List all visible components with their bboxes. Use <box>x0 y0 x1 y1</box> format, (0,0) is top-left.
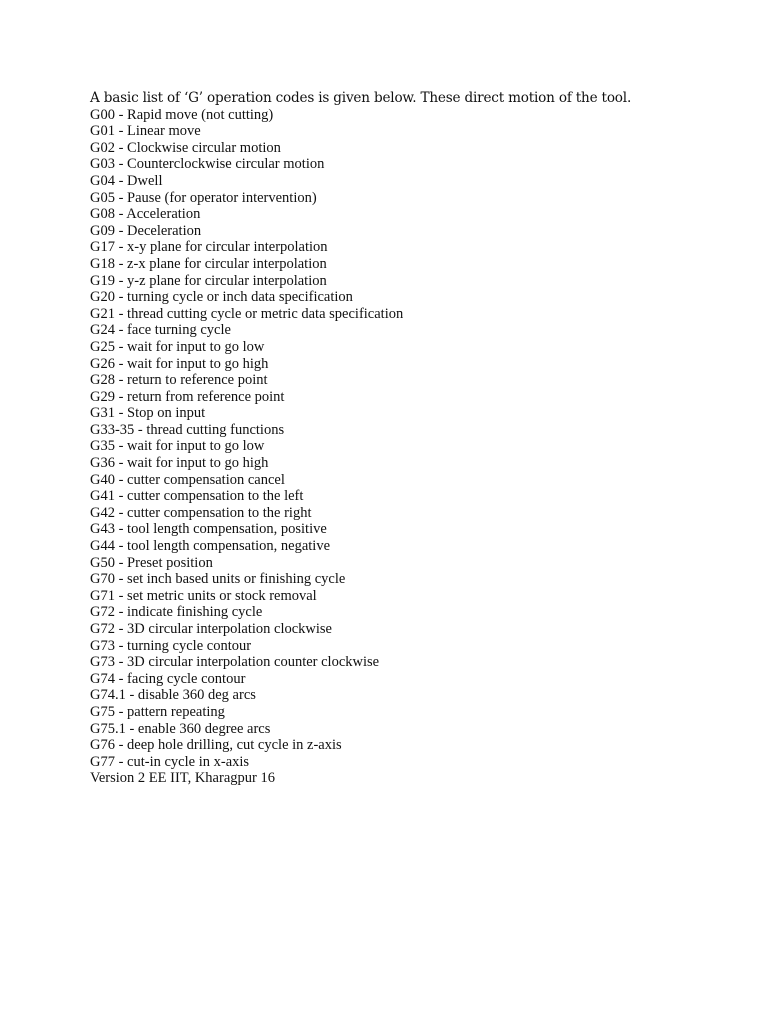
g-code-item: G00 - Rapid move (not cutting) <box>90 106 274 123</box>
g-code-item: G09 - Deceleration <box>90 222 202 239</box>
g-code-item: G33-35 - thread cutting functions <box>90 421 285 438</box>
g-code-item: G73 - turning cycle contour <box>90 637 252 654</box>
g-code-item: G44 - tool length compensation, negative <box>90 538 331 555</box>
g-code-item: G25 - wait for input to go low <box>90 338 265 355</box>
g-code-item: G71 - set metric units or stock removal <box>90 587 317 604</box>
g-code-item: G40 - cutter compensation cancel <box>90 471 285 488</box>
g-code-item: G50 - Preset position <box>90 554 213 571</box>
g-code-item: G72 - indicate finishing cycle <box>90 604 263 621</box>
g-code-item: G72 - 3D circular interpolation clockwise <box>90 621 332 637</box>
g-code-item: G18 - z-x plane for circular interpolation <box>90 255 327 272</box>
g-code-item: G70 - set inch based units or finishing cycle <box>90 571 346 588</box>
g-code-item: G73 - 3D circular interpolation counter clockwise <box>90 654 380 671</box>
g-code-item: G02 - Clockwise circular motion <box>90 139 281 156</box>
g-code-item: G05 - Pause (for operator intervention) <box>90 189 317 206</box>
g-code-item: G43 - tool length compensation, positive <box>90 521 327 538</box>
g-code-item: G42 - cutter compensation to the right <box>90 504 312 521</box>
g-code-item: G17 - x-y plane for circular interpolation <box>90 239 328 256</box>
page-footer: Version 2 EE IIT, Kharagpur 16 <box>90 770 275 787</box>
g-code-item: G75.1 - enable 360 degree arcs <box>90 720 271 737</box>
g-code-item: G28 - return to reference point <box>90 372 268 389</box>
g-code-item: G31 - Stop on input <box>90 405 206 422</box>
g-code-item: G36 - wait for input to go high <box>90 455 269 472</box>
g-code-item: G76 - deep hole drilling, cut cycle in z-axis <box>90 737 342 754</box>
g-code-item: G26 - wait for input to go high <box>90 355 269 372</box>
g-code-item: G24 - face turning cycle <box>90 322 231 339</box>
g-code-list <box>90 107 730 771</box>
g-code-item: G20 - turning cycle or inch data specification <box>90 289 353 306</box>
g-code-item: G41 - cutter compensation to the left <box>90 488 304 505</box>
g-code-item: G74.1 - disable 360 deg arcs <box>90 687 256 704</box>
g-code-item: G77 - cut-in cycle in x-axis <box>90 753 250 770</box>
g-code-item: G35 - wait for input to go low <box>90 438 265 455</box>
g-code-item: G01 - Linear move <box>90 123 201 140</box>
g-code-item: G08 - Acceleration <box>90 206 201 223</box>
g-code-item: G21 - thread cutting cycle or metric data specification <box>90 305 404 322</box>
g-code-item: G03 - Counterclockwise circular motion <box>90 156 325 173</box>
document-body <box>90 90 730 787</box>
g-code-item: G29 - return from reference point <box>90 388 285 405</box>
g-code-item: G04 - Dwell <box>90 172 163 189</box>
g-code-item: G75 - pattern repeating <box>90 703 225 720</box>
intro-text: A basic list of ‘G’ operation codes is given below. These direct motion of the tool. <box>90 90 632 106</box>
g-code-item: G19 - y-z plane for circular interpolation <box>90 272 327 289</box>
g-code-item: G74 - facing cycle contour <box>90 670 246 687</box>
